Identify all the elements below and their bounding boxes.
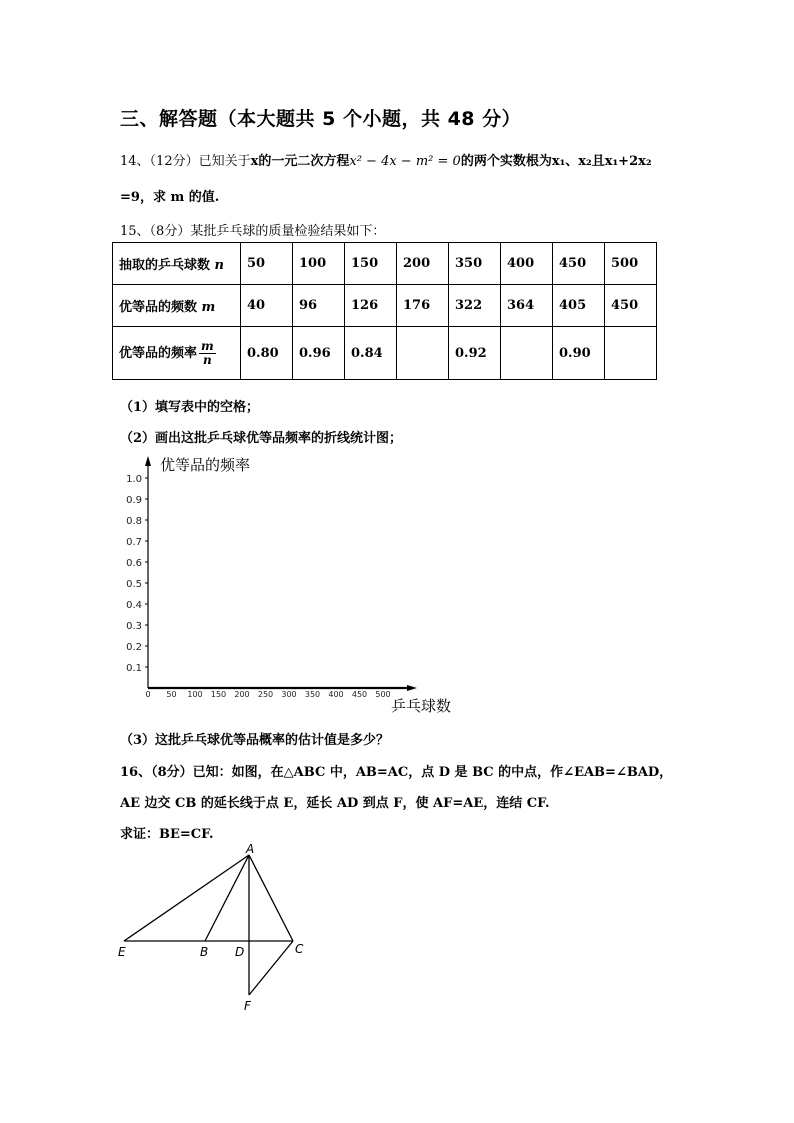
x-tick-label: 300 bbox=[281, 690, 297, 699]
y-tick-label: 0.4 bbox=[126, 600, 142, 611]
table-row-label: 抽取的乒乓球数 n bbox=[113, 243, 241, 285]
segment-AC bbox=[249, 855, 293, 941]
q15-intro: 15、（8分）某批乒乓球的质量检验结果如下： bbox=[120, 224, 386, 239]
y-tick-label: 0.1 bbox=[126, 663, 142, 674]
q16-line1: 16、（8分）已知：如图，在△ABC 中，AB=AC，点 D 是 BC 的中点，作∠EAB=∠BAD， bbox=[120, 765, 673, 780]
table-cell: 40 bbox=[241, 285, 293, 327]
segment-AE bbox=[124, 855, 249, 941]
x-axis-label: 乒乓球数 bbox=[391, 697, 452, 715]
q14-line1 bbox=[120, 150, 652, 169]
table-row bbox=[113, 243, 657, 285]
table-cell: 126 bbox=[345, 285, 397, 327]
table-cell: 350 bbox=[449, 243, 501, 285]
x-tick-label: 150 bbox=[210, 690, 227, 699]
q14-roots: x₁、x₂ bbox=[551, 154, 592, 169]
x-tick-label: 0 bbox=[145, 690, 151, 699]
label-E: E bbox=[118, 945, 126, 959]
q14-mid3: 且 bbox=[591, 154, 605, 169]
q15-part2: （2）画出这批乒乓球优等品频率的折线统计图； bbox=[120, 431, 403, 446]
table-row-label: 优等品的频率 $\frac{m}{n}$ bbox=[113, 327, 241, 380]
q15-part1: （1）填写表中的空格； bbox=[120, 400, 260, 415]
q14-line2: =9，求 m 的值. bbox=[120, 190, 220, 205]
table-cell bbox=[501, 327, 553, 380]
y-axis-label: 优等品的频率 bbox=[160, 456, 251, 474]
y-tick-label: 0.7 bbox=[126, 537, 142, 548]
table-cell: 150 bbox=[345, 243, 397, 285]
x-tick-label: 100 bbox=[187, 690, 203, 699]
label-B: B bbox=[200, 945, 209, 959]
table-cell: 0.80 bbox=[241, 327, 293, 380]
section-title: 三、解答题（本大题共 5 个小题，共 48 分） bbox=[120, 108, 522, 130]
x-tick-label: 200 bbox=[234, 690, 250, 699]
table-cell: 0.92 bbox=[449, 327, 501, 380]
y-tick-label: 0.6 bbox=[126, 558, 142, 569]
table-cell: 0.90 bbox=[553, 327, 605, 380]
table-cell: 322 bbox=[449, 285, 501, 327]
table-cell: 96 bbox=[293, 285, 345, 327]
x-tick-label: 400 bbox=[328, 690, 344, 699]
x-tick-label: 450 bbox=[351, 690, 368, 699]
q14-prefix: 14、（12分）已知关于 bbox=[120, 154, 251, 169]
fraction-m-over-n: $\frac{m}{n}$ bbox=[201, 338, 214, 367]
q14-var-x: x bbox=[250, 154, 259, 169]
table-cell: 400 bbox=[501, 243, 553, 285]
q14-condition: x₁+2x₂ bbox=[604, 154, 652, 169]
x-axis-arrow bbox=[407, 685, 417, 691]
table-cell bbox=[605, 327, 657, 380]
triangle-figure bbox=[110, 840, 330, 1020]
x-tick-label: 350 bbox=[304, 690, 321, 699]
y-tick-label: 0.5 bbox=[126, 579, 142, 590]
label-C: C bbox=[295, 942, 304, 956]
x-tick-label: 500 bbox=[375, 690, 391, 699]
q14-equation: x² − 4x − m² = 0 bbox=[349, 154, 461, 169]
table-cell: 405 bbox=[553, 285, 605, 327]
segment-CF bbox=[249, 941, 293, 995]
table-cell: 50 bbox=[241, 243, 293, 285]
q14-mid2: 的两个实数根为 bbox=[460, 154, 552, 169]
table-cell: 450 bbox=[605, 285, 657, 327]
q15-table bbox=[112, 242, 657, 380]
table-cell: 450 bbox=[553, 243, 605, 285]
q16-line3: 求证：BE=CF. bbox=[120, 827, 214, 842]
q16-line2: AE 边交 CB 的延长线于点 E，延长 AD 到点 F，使 AF=AE，连结 CF. bbox=[120, 796, 550, 811]
y-tick-label: 1.0 bbox=[126, 474, 142, 485]
frequency-chart bbox=[110, 455, 480, 720]
table-cell: 364 bbox=[501, 285, 553, 327]
x-tick-label: 250 bbox=[257, 690, 274, 699]
table-cell: 0.96 bbox=[293, 327, 345, 380]
table-cell bbox=[397, 327, 449, 380]
table-cell: 176 bbox=[397, 285, 449, 327]
x-tick-label: 50 bbox=[166, 690, 177, 699]
q15-part3: （3）这批乒乓球优等品概率的估计值是多少？ bbox=[120, 733, 390, 748]
label-F: F bbox=[244, 999, 251, 1013]
table-cell: 0.84 bbox=[345, 327, 397, 380]
table-row-label: 优等品的频数 m bbox=[113, 285, 241, 327]
label-D: D bbox=[235, 945, 245, 959]
table-row bbox=[113, 327, 657, 380]
y-tick-label: 0.3 bbox=[126, 621, 142, 632]
y-tick-label: 0.2 bbox=[126, 642, 142, 653]
table-cell: 100 bbox=[293, 243, 345, 285]
segment-AB bbox=[205, 855, 249, 941]
label-A: A bbox=[246, 842, 255, 856]
y-axis-arrow bbox=[145, 456, 151, 466]
y-tick-label: 0.8 bbox=[126, 516, 142, 527]
table-cell: 200 bbox=[397, 243, 449, 285]
y-tick-label: 0.9 bbox=[126, 495, 142, 506]
q14-mid1: 的一元二次方程 bbox=[258, 154, 350, 169]
table-cell: 500 bbox=[605, 243, 657, 285]
table-row bbox=[113, 285, 657, 327]
